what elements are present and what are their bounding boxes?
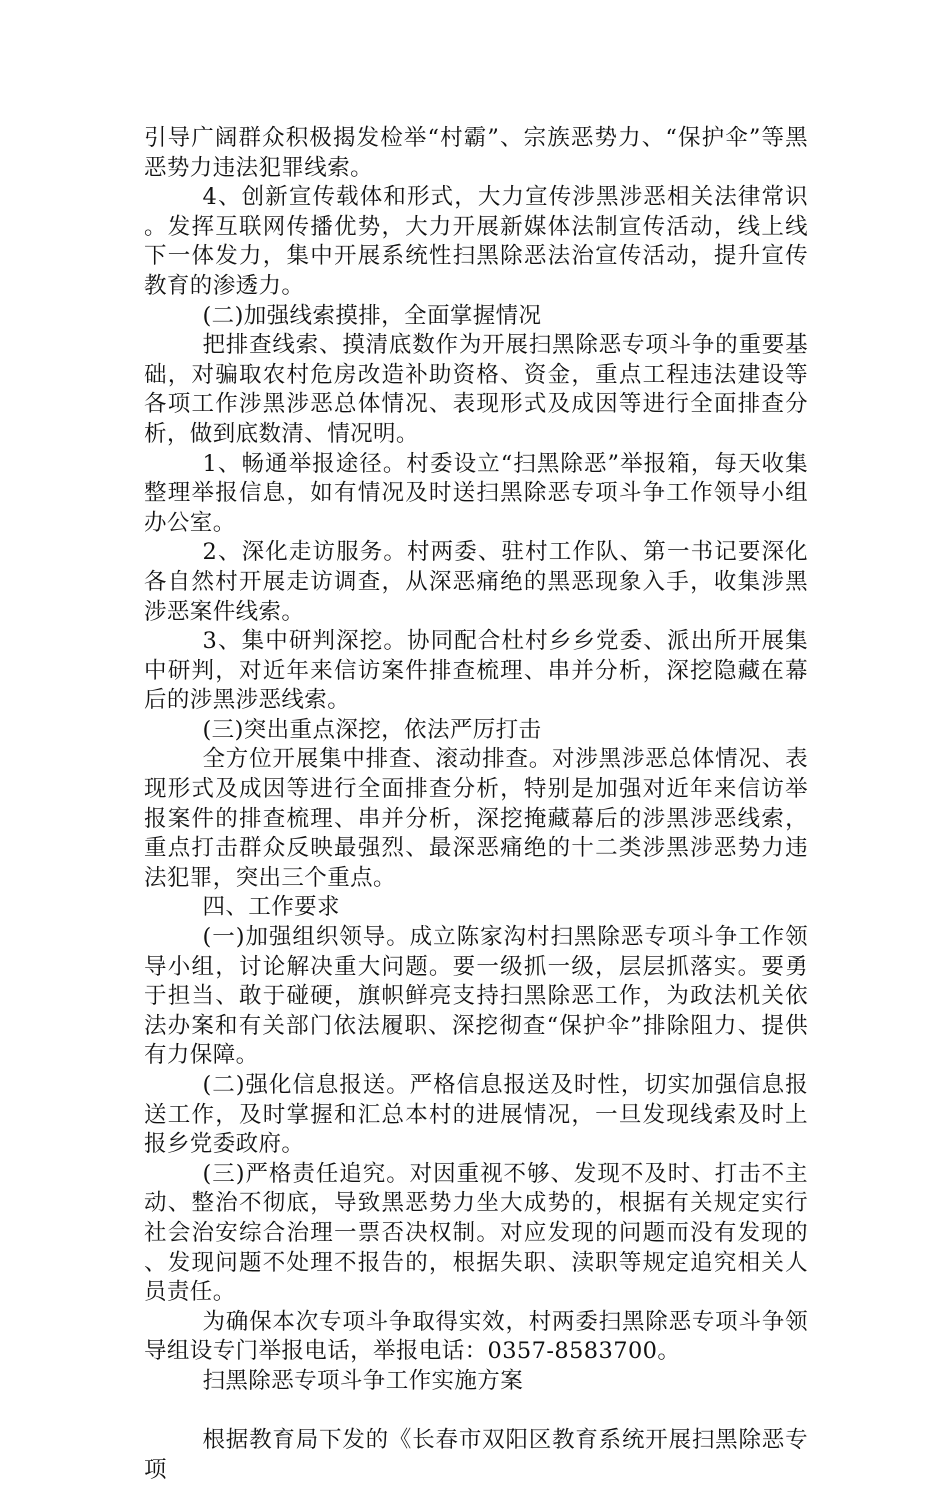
paragraph-hotline: 为确保本次专项斗争取得实效，村两委扫黑除恶专项斗争领导组设专门举报电话，举报电话：0357-8583700。: [144, 1308, 808, 1365]
paragraph-item-4: 4、创新宣传载体和形式，大力宣传涉黑涉恶相关法律常识。发挥互联网传播优势，大力开展新媒体法制宣传活动，线上线下一体发力，集中开展系统性扫黑除恶法治宣传活动，提升宣传教育的渗透力。: [144, 184, 808, 299]
document-title: 扫黑除恶专项斗争工作实施方案: [202, 1367, 524, 1394]
paragraph-continuation: 引导广阔群众积极揭发检举“村霸”、宗族恶势力、“保护伞”等黑恶势力违法犯罪线索。: [144, 125, 808, 181]
paragraph-item-3: 3、集中研判深挖。协同配合杜村乡乡党委、派出所开展集中研判，对近年来信访案件排查梳理、串并分析，深挖隐藏在幕后的涉黑涉恶线索。: [144, 628, 808, 714]
paragraph-new-doc-intro: 根据教育局下发的《长春市双阳区教育系统开展扫黑除恶专项: [144, 1427, 808, 1483]
paragraph-requirement-3: (三)严格责任追究。对因重视不够、发现不及时、打击不主动、整治不彻底，导致黑恶势力坐大成势的，根据有关规定实行社会治安综合治理一票否决权制。对应发现的问题而没有发现的、发现问题不处理不报告的，根据失职、渎职等规定追究相关人员责任。: [144, 1160, 808, 1306]
paragraph-item-2: 2、深化走访服务。村两委、驻村工作队、第一书记要深化各自然村开展走访调查，从深恶痛绝的黑恶现象入手，收集涉黑涉恶案件线索。: [144, 539, 808, 625]
document-body: [144, 124, 808, 1485]
paragraph-crackdown: 全方位开展集中排查、滚动排查。对涉黑涉恶总体情况、表现形式及成因等进行全面排查分析，特别是加强对近年来信访举报案件的排查梳理、串并分析，深挖掩藏幕后的涉黑涉恶线索，重点打击群众反映最强烈、最深恶痛绝的十二类涉黑涉恶势力违法犯罪，突出三个重点。: [144, 746, 808, 891]
paragraph-investigation: 把排查线索、摸清底数作为开展扫黑除恶专项斗争的重要基础，对骗取农村危房改造补助资格、资金，重点工程违法建设等各项工作涉黑涉恶总体情况、表现形式及成因等进行全面排查分析，做到底数清、情况明。: [144, 332, 808, 447]
paragraph-requirement-2: (二)强化信息报送。严格信息报送及时性，切实加强信息报送工作，及时掌握和汇总本村的进展情况，一旦发现线索及时上报乡党委政府。: [144, 1072, 808, 1158]
paragraph-item-1: 1、畅通举报途径。村委设立“扫黑除恶”举报箱，每天收集整理举报信息，如有情况及时送扫黑除恶专项斗争工作领导小组办公室。: [144, 450, 808, 536]
section-heading-requirements: 四、工作要求: [202, 894, 340, 921]
section-heading-2: (二)加强线索摸排，全面掌握情况: [202, 302, 542, 329]
section-heading-3: (三)突出重点深挖，依法严厉打击: [202, 716, 542, 743]
paragraph-requirement-1: (一)加强组织领导。成立陈家沟村扫黑除恶专项斗争工作领导小组，讨论解决重大问题。要一级抓一级，层层抓落实。要勇于担当、敢于碰硬，旗帜鲜亮支持扫黑除恶工作，为政法机关依法办案和有关部门依法履职、深挖彻查“保护伞”排除阻力、提供有力保障。: [144, 924, 808, 1069]
